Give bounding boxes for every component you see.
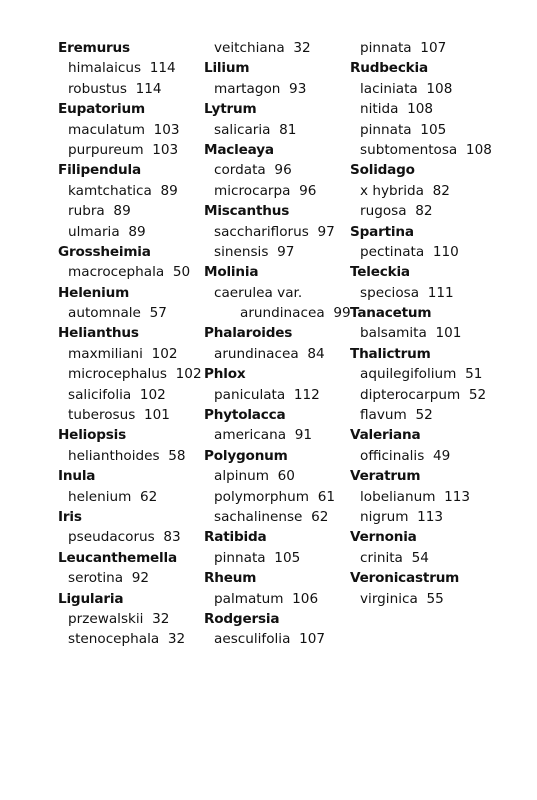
species-entry	[350, 120, 530, 140]
species-entry	[58, 140, 208, 160]
species-entry	[58, 446, 208, 466]
species-name: maculatum	[68, 121, 145, 138]
species-entry	[204, 38, 354, 58]
species-entry	[350, 140, 530, 160]
species-name: helianthoides	[68, 447, 160, 464]
species-entry	[204, 242, 354, 262]
genus-heading: Leucanthemella	[58, 549, 177, 566]
page-number: 51	[465, 366, 483, 383]
species-entry	[204, 181, 354, 201]
page-number: 89	[160, 182, 178, 199]
genus-heading: Teleckia	[350, 264, 410, 281]
page-number: 102	[139, 386, 166, 403]
genus-heading: Ratibida	[204, 529, 267, 546]
species-entry	[204, 160, 354, 180]
page-number: 57	[149, 305, 167, 322]
page-number: 81	[279, 121, 297, 138]
species-entry	[58, 629, 208, 649]
page-number: 83	[163, 529, 181, 546]
page-number: 61	[317, 488, 335, 505]
species-entry	[350, 99, 530, 119]
index-column-1	[58, 38, 208, 650]
genus-heading: Filipendula	[58, 162, 141, 179]
page-number: 114	[149, 60, 176, 77]
species-entry	[350, 323, 530, 343]
page-number: 92	[131, 570, 150, 587]
genus-heading: Ligularia	[58, 590, 124, 607]
species-entry	[58, 79, 208, 99]
species-entry	[204, 589, 354, 609]
species-entry	[58, 222, 208, 242]
genus-heading: Rheum	[204, 570, 257, 587]
species-name: pseudacorus	[68, 529, 155, 546]
species-name: dipterocarpum	[360, 386, 461, 403]
species-entry	[350, 283, 530, 303]
species-entry	[58, 405, 208, 425]
species-entry	[204, 222, 354, 242]
page-number: 108	[407, 101, 434, 118]
page-number: 113	[444, 488, 471, 505]
species-entry	[204, 425, 354, 445]
species-name: officinalis	[360, 447, 425, 464]
page-number: 84	[307, 345, 325, 362]
species-entry	[350, 201, 530, 221]
species-name: arundinacea	[240, 305, 325, 322]
species-name: automnale	[68, 305, 141, 322]
page-number: 62	[311, 508, 329, 525]
species-name: x hybrida	[360, 182, 424, 199]
species-name: pinnata	[360, 40, 412, 56]
species-entry	[58, 609, 208, 629]
species-name: microcarpa	[214, 182, 291, 199]
species-name: caerulea var.	[214, 284, 303, 301]
species-name: martagon	[214, 80, 281, 97]
species-entry	[204, 283, 354, 303]
species-name: paniculata	[214, 386, 286, 403]
species-name: ulmaria	[68, 223, 120, 240]
species-name: rugosa	[360, 203, 407, 220]
genus-heading: Phytolacca	[204, 407, 286, 424]
page-number: 102	[151, 345, 178, 362]
species-entry	[58, 527, 208, 547]
species-entry	[58, 181, 208, 201]
page-number: 110	[432, 243, 459, 260]
genus-heading: Valeriana	[350, 427, 421, 444]
page-number: 96	[274, 162, 292, 179]
genus-heading: Rodgersia	[204, 610, 280, 627]
species-entry	[350, 385, 530, 405]
page-number: 82	[415, 203, 433, 220]
page-number: 103	[152, 141, 179, 158]
species-name: kamtchatica	[68, 182, 152, 199]
genus-heading: Veronicastrum	[350, 570, 460, 587]
species-entry	[58, 568, 208, 588]
species-name: serotina	[68, 570, 124, 587]
species-entry	[350, 38, 530, 58]
genus-heading: Molinia	[204, 264, 259, 281]
species-name: cordata	[214, 162, 266, 179]
species-entry	[58, 487, 208, 507]
genus-heading: Solidago	[350, 162, 415, 179]
species-entry	[204, 344, 354, 364]
page-number: 52	[415, 407, 433, 424]
genus-heading: Thalictrum	[350, 345, 431, 362]
species-entry	[58, 262, 208, 282]
species-name: virginica	[360, 590, 418, 607]
species-name: maxmiliani	[68, 345, 143, 362]
page-number: 89	[128, 223, 146, 240]
species-name: flavum	[360, 407, 407, 424]
page-number: 32	[293, 40, 311, 56]
genus-heading: Eupatorium	[58, 101, 145, 118]
species-name: stenocephala	[68, 631, 160, 648]
genus-heading: Helenium	[58, 284, 130, 301]
species-name: salicaria	[214, 121, 271, 138]
page-number: 101	[143, 407, 170, 424]
page-number: 91	[294, 427, 313, 444]
genus-heading: Inula	[58, 468, 96, 485]
genus-heading: Phalaroides	[204, 325, 293, 342]
species-entry	[350, 242, 530, 262]
genus-heading: Polygonum	[204, 447, 288, 464]
species-name: arundinacea	[214, 345, 299, 362]
page-number: 111	[427, 284, 454, 301]
page-number: 97	[277, 243, 295, 260]
genus-heading: Helianthus	[58, 325, 139, 342]
page-number: 107	[420, 40, 447, 56]
page-number: 102	[175, 366, 202, 383]
page-number: 96	[299, 182, 317, 199]
species-name: americana	[214, 427, 287, 444]
species-name: macrocephala	[68, 264, 165, 281]
index-column-2	[204, 38, 354, 650]
genus-heading: Lytrum	[204, 101, 257, 118]
page-number: 101	[435, 325, 462, 342]
page-number: 93	[289, 80, 307, 97]
species-name: palmatum	[214, 590, 284, 607]
species-name: veitchiana	[214, 40, 285, 56]
genus-heading: Vernonia	[350, 529, 417, 546]
page-number: 32	[152, 610, 170, 627]
species-name: microcephalus	[68, 366, 167, 383]
species-entry	[350, 405, 530, 425]
species-entry	[350, 446, 530, 466]
species-entry	[58, 58, 208, 78]
page-number: 99	[333, 305, 351, 322]
species-entry	[204, 385, 354, 405]
species-name: helenium	[68, 488, 132, 505]
species-name: tuberosus	[68, 407, 136, 424]
page-number: 103	[153, 121, 180, 138]
species-entry	[58, 364, 208, 384]
species-name: nitida	[360, 101, 399, 118]
genus-heading: Veratrum	[350, 468, 421, 485]
page-number: 107	[299, 631, 326, 648]
genus-heading: Macleaya	[204, 141, 274, 158]
species-entry	[204, 120, 354, 140]
genus-heading: Grossheimia	[58, 243, 151, 260]
genus-heading: Heliopsis	[58, 427, 127, 444]
species-name: polymorphum	[214, 488, 310, 505]
species-entry	[350, 507, 530, 527]
page-number: 105	[274, 549, 301, 566]
species-entry	[58, 344, 208, 364]
species-name: przewalskii	[68, 610, 144, 627]
page-number: 106	[292, 590, 319, 607]
species-entry	[58, 385, 208, 405]
species-name: sinensis	[214, 243, 269, 260]
genus-heading: Phlox	[204, 366, 246, 383]
species-entry	[204, 303, 354, 323]
species-name: speciosa	[360, 284, 420, 301]
page-number: 114	[135, 80, 162, 97]
page-number: 113	[417, 508, 444, 525]
genus-heading: Lilium	[204, 60, 250, 77]
genus-heading: Rudbeckia	[350, 60, 428, 77]
genus-heading: Iris	[58, 508, 82, 525]
page-number: 62	[140, 488, 158, 505]
genus-heading: Spartina	[350, 223, 414, 240]
species-name: purpureum	[68, 141, 144, 158]
genus-heading: Miscanthus	[204, 203, 290, 220]
page-number: 49	[432, 447, 451, 464]
page-number: 50	[172, 264, 191, 281]
species-entry	[204, 79, 354, 99]
species-entry	[204, 466, 354, 486]
species-entry	[350, 181, 530, 201]
page-number: 82	[432, 182, 450, 199]
species-entry	[350, 79, 530, 99]
species-name: pinnata	[360, 121, 412, 138]
species-name: sachalinense	[214, 508, 303, 525]
index-column-3	[350, 38, 530, 609]
page-number: 32	[167, 631, 186, 648]
species-entry	[350, 487, 530, 507]
species-entry	[58, 201, 208, 221]
species-name: balsamita	[360, 325, 427, 342]
genus-heading: Tanacetum	[350, 305, 432, 322]
species-name: crinita	[360, 549, 403, 566]
species-entry	[204, 548, 354, 568]
species-entry	[204, 487, 354, 507]
species-name: aesculifolia	[214, 631, 291, 648]
page-number: 54	[411, 549, 429, 566]
species-name: himalaicus	[68, 60, 142, 77]
species-entry	[58, 303, 208, 323]
page-number: 97	[317, 223, 335, 240]
page-number: 105	[420, 121, 447, 138]
species-name: rubra	[68, 203, 105, 220]
species-entry	[58, 120, 208, 140]
page-number: 60	[277, 468, 295, 485]
genus-heading: Eremurus	[58, 40, 130, 56]
species-entry	[350, 548, 530, 568]
species-name: sacchariflorus	[214, 223, 309, 240]
species-name: subtomentosa	[360, 141, 458, 158]
species-name: laciniata	[360, 80, 418, 97]
species-name: pectinata	[360, 243, 425, 260]
species-name: pinnata	[214, 549, 266, 566]
species-name: aquilegifolium	[360, 366, 457, 383]
species-name: salicifolia	[68, 386, 132, 403]
species-name: alpinum	[214, 468, 269, 485]
page-number: 89	[113, 203, 131, 220]
species-name: lobelianum	[360, 488, 436, 505]
page-number: 52	[468, 386, 487, 403]
species-entry	[350, 589, 530, 609]
species-entry	[204, 507, 354, 527]
page-number: 108	[465, 141, 492, 158]
page-number: 58	[168, 447, 186, 464]
species-entry	[350, 364, 530, 384]
page-number: 112	[293, 386, 320, 403]
page-number: 108	[426, 80, 453, 97]
species-entry	[204, 629, 354, 649]
species-name: robustus	[68, 80, 127, 97]
species-name: nigrum	[360, 508, 409, 525]
page-number: 55	[426, 590, 444, 607]
